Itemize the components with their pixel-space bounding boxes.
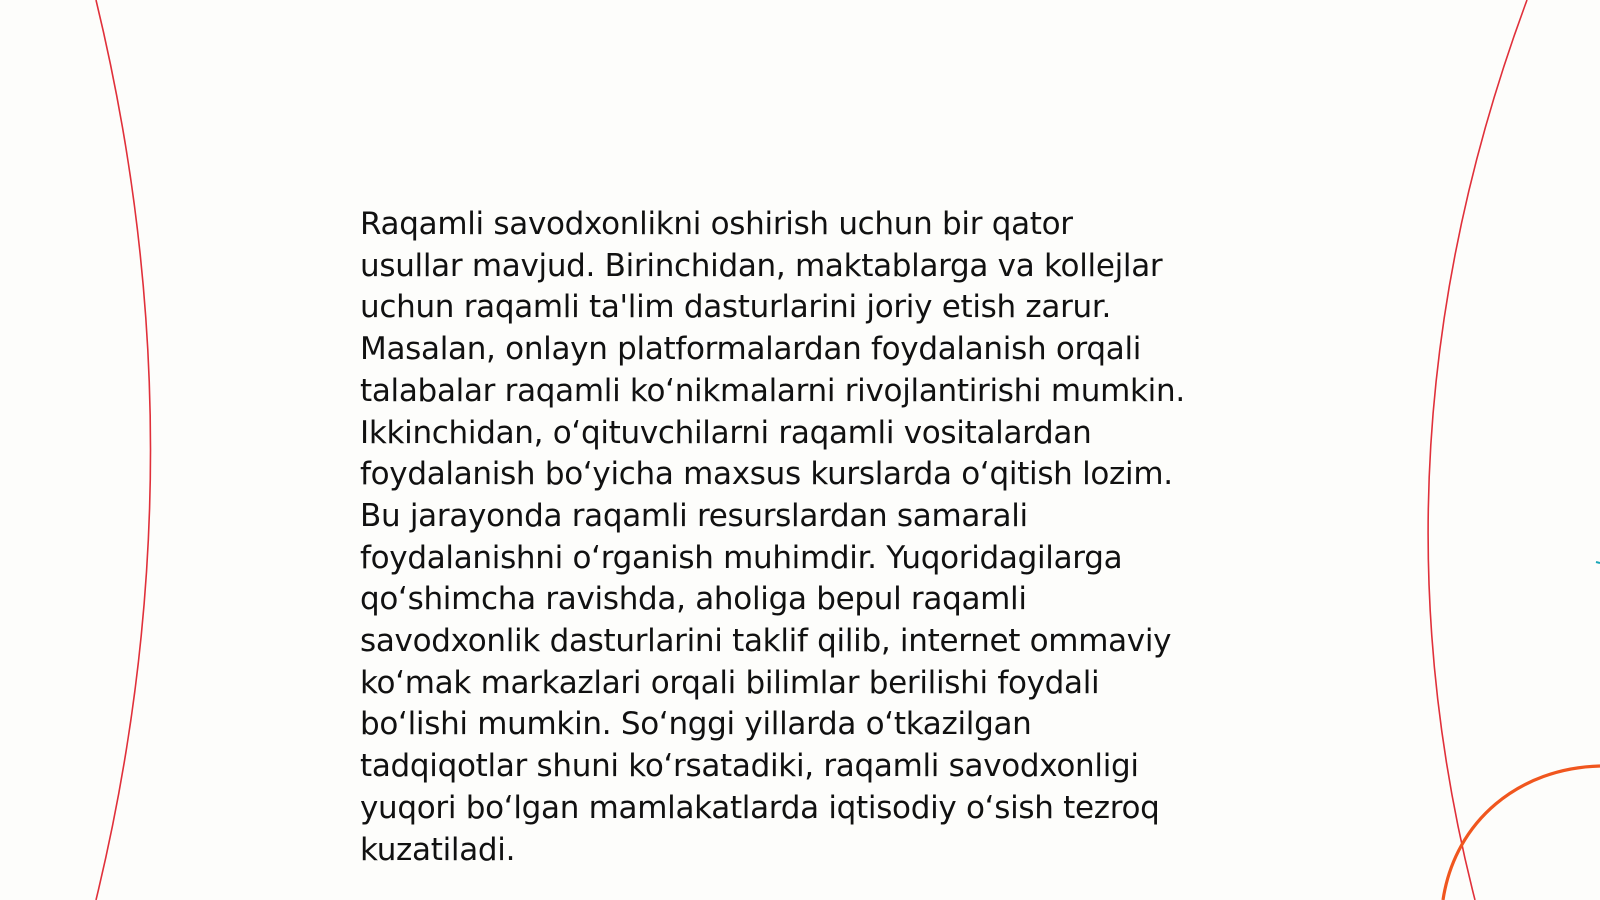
paragraph-line: foydalanishni oʻrganish muhimdir. Yuqoridagilarga [360,539,1123,576]
paragraph-line: yuqori boʻlgan mamlakatlarda iqtisodiy oʻsish tezroq [360,789,1160,826]
paragraph-line: Bu jarayonda raqamli resurslardan samarali [360,497,1028,534]
slide-body-paragraph [360,204,1260,871]
paragraph-line: foydalanish boʻyicha maxsus kurslarda oʻqitish lozim. [360,456,1173,493]
paragraph-line: usullar mavjud. Birinchidan, maktablarga va kollejlar [360,247,1163,284]
teal-mark [1596,562,1600,563]
left-red-curve [96,0,151,900]
paragraph-line: uchun raqamli ta'lim dasturlarini joriy etish zarur. [360,289,1112,326]
paragraph-line: Raqamli savodxonlikni oshirish uchun bir qator [360,206,1073,242]
paragraph-line: qoʻshimcha ravishda, aholiga bepul raqamli [360,581,1027,618]
orange-arc [1443,766,1600,900]
paragraph-line: savodxonlik dasturlarini taklif qilib, internet ommaviy [360,623,1172,660]
paragraph-line: talabalar raqamli koʻnikmalarni rivojlantirishi mumkin. [360,372,1185,409]
right-red-curve [1428,0,1527,900]
paragraph-line: boʻlishi mumkin. Soʻnggi yillarda oʻtkazilgan [360,706,1032,743]
paragraph-line: Ikkinchidan, oʻqituvchilarni raqamli vositalardan [360,414,1092,451]
paragraph-line: Masalan, onlayn platformalardan foydalanish orqali [360,331,1142,368]
paragraph-line: kuzatiladi. [360,831,516,868]
paragraph-line: tadqiqotlar shuni koʻrsatadiki, raqamli savodxonligi [360,748,1139,785]
paragraph-line: koʻmak markazlari orqali bilimlar berilishi foydali [360,664,1100,701]
